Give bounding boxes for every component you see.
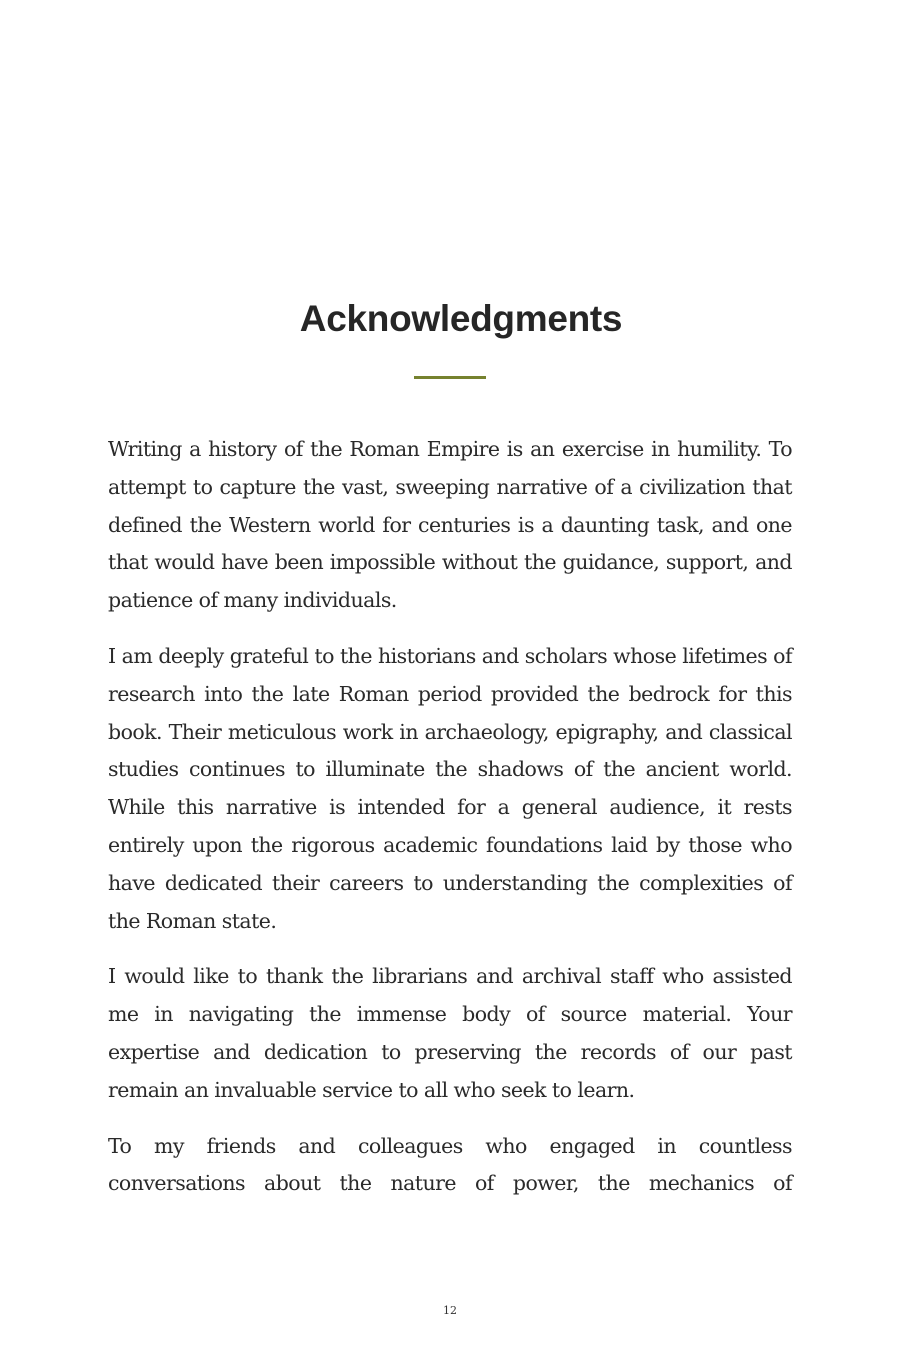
paragraph-4: To my friends and colleagues who engaged in countless conversations about the nature of power, the mechanics of <box>108 1133 792 1196</box>
paragraph-2: I am deeply grateful to the historians and scholars whose lifetimes of research into the late Roman period provided the bedrock for this book. Their meticulous work in archaeology, epigraphy, and classical studies continues to illuminate the shadows of the ancient world. While this narrative is intended for a general audience, it rests entirely upon the rigorous academic foundations laid by those who have dedicated their careers to understanding the complexities of the Roman state. <box>108 643 792 933</box>
paragraph-1: Writing a history of the Roman Empire is an exercise in humility. To attempt to capture the vast, sweeping narrative of a civilization that defined the Western world for centuries is a daunting task, and one that would have been impossible without the guidance, support, and patience of many individuals. <box>108 437 792 613</box>
title-divider <box>414 376 486 379</box>
page-title: Acknowledgments <box>299 298 623 339</box>
paragraph-3: I would like to thank the librarians and archival staff who assisted me in navigating the immense body of source material. Your expertise and dedication to preserving the records of our past remain an invaluable service to all who seek to learn. <box>108 964 792 1102</box>
page-number: 12 <box>443 1304 457 1317</box>
body-text <box>108 431 792 1221</box>
